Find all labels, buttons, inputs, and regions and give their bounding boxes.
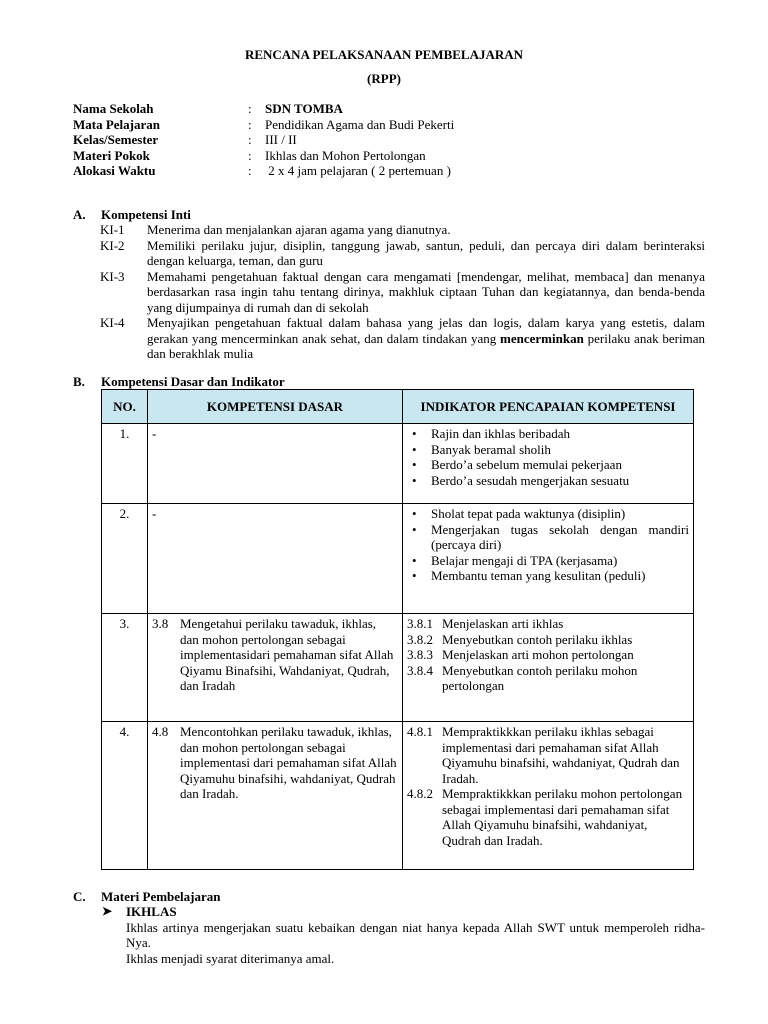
ki-text: Menerima dan menjalankan ajaran agama yang dianutnya. xyxy=(147,222,451,237)
indicator-text: Menyebutkan contoh perilaku mohon pertolongan xyxy=(442,662,638,693)
kd-item xyxy=(152,724,398,802)
kd-item xyxy=(152,616,398,694)
indicator-item xyxy=(407,786,689,848)
identity-value: Ikhlas dan Mohon Pertolongan xyxy=(265,147,426,163)
ki-code: KI-2 xyxy=(100,237,125,253)
identity-value: SDN TOMBA xyxy=(265,101,343,116)
ki-text-part: Menyajikan pengetahuan faktual dalam bahasa yang jelas dan logis, dalam karya yang estetis, dalam gerakan yang mencerminkan anak sehat, dan dalam tindakan yang xyxy=(147,315,705,346)
section-letter: B. xyxy=(73,374,85,389)
indicator-number: 3.8.1 xyxy=(407,616,433,631)
kd-cell: - xyxy=(148,424,403,504)
section-title: Kompetensi Inti xyxy=(101,207,191,222)
indicator-cell xyxy=(403,424,694,504)
ki-item xyxy=(100,315,705,362)
list-item: • Belajar mengaji di TPA (kerjasama) xyxy=(407,553,689,569)
kd-number: 3.8 xyxy=(152,616,169,631)
table-header-row xyxy=(102,390,694,424)
identity-colon: : xyxy=(248,163,252,178)
kd-text: Mengetahui perilaku tawaduk, ikhlas, dan mohon pertolongan sebagai implementasidari pemahaman sifat Allah Qiyamu Binafsihi, Wahdaniyat, Qudrah, dan Iradah xyxy=(180,616,394,693)
indicator-item xyxy=(407,616,689,632)
indicator-number: 3.8.2 xyxy=(407,631,433,647)
row-number: 4. xyxy=(102,722,148,870)
identity-label: Mata Pelajaran xyxy=(73,116,161,132)
indicator-item xyxy=(407,632,689,648)
indicator-item xyxy=(407,724,689,786)
materi-block xyxy=(100,904,705,966)
indicator-list xyxy=(407,426,689,488)
list-item: • Berdo’a sesudah mengerjakan sesuatu xyxy=(407,473,689,489)
indicator-text: Mempraktikkkan perilaku mohon pertolongan sebagai implementasi dari pemahaman sifat Allah Qiyamuhu binafsihi, wahdaniyat, Qudrah dan Iradah. xyxy=(442,786,683,848)
kd-cell: - xyxy=(148,504,403,614)
ki-text-part: perilaku anak beriman dan berakhlak mulia xyxy=(147,330,705,361)
identity-value: Pendidikan Agama dan Budi Pekerti xyxy=(265,116,455,132)
materi-subtitle: IKHLAS xyxy=(126,904,177,919)
row-number: 1. xyxy=(102,424,148,504)
section-title: Materi Pembelajaran xyxy=(101,889,221,904)
materi-subheading xyxy=(100,904,705,920)
kd-cell xyxy=(148,722,403,870)
identity-label: Alokasi Waktu xyxy=(73,163,156,178)
identity-colon: : xyxy=(248,132,252,147)
kd-number: 4.8 xyxy=(152,724,169,739)
identity-label: Kelas/Semester xyxy=(73,132,159,147)
ki-item xyxy=(100,222,705,238)
identity-colon: : xyxy=(248,147,252,163)
ki-code: KI-1 xyxy=(100,222,125,237)
list-item: • Mengerjakan tugas sekolah dengan mandiri (percaya diri) xyxy=(407,522,689,553)
ki-text: Memiliki perilaku jujur, disiplin, tanggung jawab, santun, peduli, dan percaya diri dalam berinteraksi dengan keluarga, teman, dan guru xyxy=(147,237,705,268)
identity-label: Materi Pokok xyxy=(73,147,150,163)
list-item: • Membantu teman yang kesulitan (peduli) xyxy=(407,568,689,584)
indicator-item xyxy=(407,647,689,663)
indicator-text: Mempraktikkkan perilaku ikhlas sebagai implementasi dari pemahaman sifat Allah Qiyamuhu binafsihi, wahdaniyat, Qudrah dan Iradah. xyxy=(442,724,680,786)
indicator-number: 4.8.2 xyxy=(407,786,433,801)
table-row xyxy=(102,504,694,614)
column-header-no: NO. xyxy=(102,390,148,424)
kompetensi-table xyxy=(101,389,694,870)
document-title: RENCANA PELAKSANAAN PEMBELAJARAN xyxy=(244,47,524,62)
ki-text: Memahami pengetahuan faktual dengan cara mengamati [mendengar, melihat, membaca] dan menanya berdasarkan rasa ingin tahu tentang dirinya, makhluk ciptaan Tuhan dan kegiatannya, dan benda-benda yang dijumpainya di rumah dan di sekolah xyxy=(147,268,705,315)
indicator-cell xyxy=(403,614,694,722)
list-item: • Berdo’a sebelum memulai pekerjaan xyxy=(407,457,689,473)
list-item: • Rajin dan ikhlas beribadah xyxy=(407,426,689,442)
ki-code: KI-4 xyxy=(100,315,125,330)
arrowhead-bullet-icon: ➤ xyxy=(102,904,113,918)
indicator-text: Menjelaskan arti ikhlas xyxy=(442,616,564,631)
identity-colon: : xyxy=(248,101,252,116)
identity-value: III / II xyxy=(265,132,297,147)
materi-paragraph: Ikhlas artinya mengerjakan suatu kebaikan dengan niat hanya kepada Allah SWT untuk memperoleh ridha-Nya. xyxy=(126,919,705,950)
section-letter: C. xyxy=(73,889,86,904)
indicator-number: 4.8.1 xyxy=(407,724,433,739)
indicator-number: 3.8.3 xyxy=(407,647,433,662)
indicator-number: 3.8.4 xyxy=(407,662,433,678)
section-b-heading xyxy=(73,374,285,390)
section-letter: A. xyxy=(73,207,86,222)
document-subtitle: (RPP) xyxy=(367,71,401,86)
indicator-text: Menyebutkan contoh perilaku ikhlas xyxy=(442,631,633,647)
column-header-kompetensi-dasar: KOMPETENSI DASAR xyxy=(148,390,403,424)
kompetensi-inti-list xyxy=(100,222,705,362)
row-number: 3. xyxy=(102,614,148,722)
list-item: • Sholat tepat pada waktunya (disiplin) xyxy=(407,506,689,522)
indicator-text: Menjelaskan arti mohon pertolongan xyxy=(442,647,634,662)
kd-text: Mencontohkan perilaku tawaduk, ikhlas, dan mohon pertolongan sebagai implementasi dari pemahaman sifat Allah Qiyamuhu binafsihi, wahdaniyat, Qudrah dan Iradah. xyxy=(180,724,397,801)
ki-item xyxy=(100,238,705,269)
row-number: 2. xyxy=(102,504,148,614)
identity-label: Nama Sekolah xyxy=(73,101,154,116)
ki-text-bold: mencerminkan xyxy=(500,330,584,346)
section-c-heading xyxy=(73,889,220,905)
ki-item xyxy=(100,269,705,316)
table-row xyxy=(102,614,694,722)
section-a-heading xyxy=(73,207,191,223)
indicator-list xyxy=(407,506,689,584)
table-row xyxy=(102,722,694,870)
identity-value: 2 x 4 jam pelajaran ( 2 pertemuan ) xyxy=(265,163,451,178)
indicator-cell xyxy=(403,504,694,614)
kd-cell xyxy=(148,614,403,722)
ki-code: KI-3 xyxy=(100,268,125,284)
indicator-cell xyxy=(403,722,694,870)
section-title: Kompetensi Dasar dan Indikator xyxy=(101,374,285,389)
column-header-indikator: INDIKATOR PENCAPAIAN KOMPETENSI xyxy=(403,390,694,424)
list-item: • Banyak beramal sholih xyxy=(407,442,689,458)
indicator-item xyxy=(407,663,689,694)
table-row xyxy=(102,424,694,504)
identity-colon: : xyxy=(248,116,252,132)
materi-paragraph: Ikhlas menjadi syarat diterimanya amal. xyxy=(126,950,335,966)
